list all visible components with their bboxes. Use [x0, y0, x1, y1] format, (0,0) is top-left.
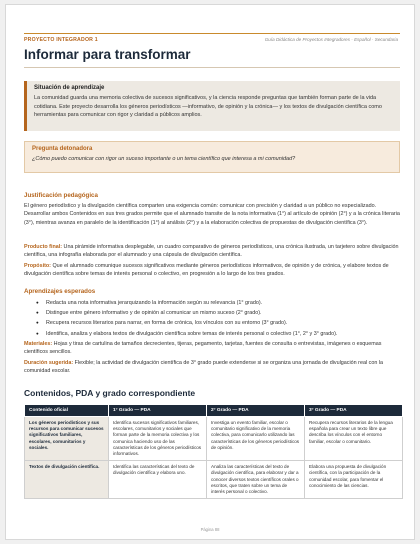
question-text: ¿Cómo puedo comunicar con rigor un suceso importante o un tema científico que interesa a mi comunidad?	[32, 156, 296, 162]
final-product-paragraph	[24, 243, 400, 260]
list-item: ● Distingue entre género informativo y de opinión al comunicar un mismo suceso (2° grado).	[38, 308, 400, 318]
expected-list	[38, 298, 400, 339]
table-cell: Investiga un evento familiar, escolar o comunitario significativo de la memoria colectiva, para comunicarlo utilizando las características de los géneros periodísticos de opinión.	[207, 417, 305, 461]
table-cell: Identifica sucesos significativos familiares, escolares, comunitarios y sociales que forman parte de la memoria colectiva y los comunica haciendo uso de las características de los géneros periodísticos informativos.	[109, 417, 207, 461]
table-cell: Analiza las características del texto de divulgación científica, para elaborar y dar a conocer diversos textos científicos orales o escritos, que traten sobre un tema de interés personal o colectivo.	[207, 461, 305, 499]
table-row	[25, 417, 403, 461]
table-header-row	[25, 405, 403, 417]
final-product-text: Una pirámide informativa desplegable, un cuadro comparativo de géneros periodísticos, una crónica ilustrada, un tarjetero sobre divulgación científica, una infografía elaborada por el alumnado y una cápsula de divulgación científica.	[24, 244, 399, 259]
list-item: ● Identifica, analiza y elabora textos de divulgación científica sobre temas de interés personal o colectivo (1°, 2° y 3° grado).	[38, 329, 400, 339]
purpose-text: Que el alumnado comunique sucesos significativos mediante géneros periodísticos informativos, de opinión y de crónica, y elabore textos de divulgación científica sobre temas de interés personal o colectivo, en progresión a lo largo de los tres grados.	[24, 263, 389, 278]
column-header: 2° Grado — PDA	[207, 405, 305, 417]
duration-text: Flexible; la actividad de divulgación científica de 3° grado puede extenderse si se organiza una jornada de divulgación real con la comunidad escolar.	[24, 360, 384, 375]
column-header: Contenido oficial	[25, 405, 109, 417]
duration-paragraph	[24, 359, 400, 376]
justification-text: El género periodístico y la divulgación científica comparten una exigencia común: comunicar con precisión y claridad a un público no especializado. Desarrollar ambos Contenidos en sus tres grados permite que el alumnado transite de la nota informativa (1°) al artículo de opinión (2°) y a la crónica literaria (3°), mientras avanza en paralelo de la identificación (1°) al análisis (2°) y a la elaboración colectiva de propuestas de divulgación científica (3°).	[24, 203, 400, 226]
project-label: PROYECTO INTEGRADOR 1	[24, 37, 98, 43]
table-cell: Recupera recursos literarios de la lengua española para crear un texto libre que describa los vínculos con el entorno familiar, escolar o comunitario.	[305, 417, 403, 461]
guide-label: Guía Didáctica de Proyectos Integradores · Español · Secundaria	[264, 37, 398, 42]
justification-heading: Justificación pedagógica	[24, 192, 98, 199]
page-title: Informar para transformar	[24, 47, 191, 62]
final-product-label: Producto final:	[24, 244, 63, 250]
question-heading: Pregunta detonadora	[32, 146, 93, 152]
list-item: ● Recupera recursos literarios para narrar, en forma de crónica, los vínculos con su entorno (3° grado).	[38, 318, 400, 328]
page-number: Página 88	[200, 527, 220, 532]
situation-text: La comunidad guarda una memoria colectiva de sucesos significativos, y la ciencia responde preguntas que también forman parte de la vida cotidiana. Este proyecto desarrolla los géneros periodísticos —informativo, de opinión y la crónica— y los textos de divulgación científica como herramientas para comunicar con rigor y claridad a públicos amplios.	[34, 95, 382, 119]
materials-label: Materiales:	[24, 341, 53, 347]
contents-heading: Contenidos, PDA y grado correspondiente	[24, 388, 196, 398]
header-divider	[24, 33, 400, 34]
title-divider	[24, 67, 400, 68]
materials-text: Hojas y tiras de cartulina de tamaños decrecientes, tijeras, pegamento, tarjetas, fuentes de consulta o entrevistas, imágenes o esquemas científicos sencillos.	[24, 341, 382, 356]
column-header: 3° Grado — PDA	[305, 405, 403, 417]
situation-box	[24, 81, 400, 131]
contents-table	[24, 404, 403, 499]
purpose-paragraph	[24, 262, 400, 279]
question-box	[24, 141, 400, 173]
expected-heading: Aprendizajes esperados	[24, 288, 96, 295]
purpose-label: Propósito:	[24, 263, 51, 269]
table-cell: Identifica las características del texto de divulgación científica y elabora uno.	[109, 461, 207, 499]
document-page	[5, 4, 415, 540]
table-cell: Textos de divulgación científica.	[25, 461, 109, 499]
duration-label: Duración sugerida:	[24, 360, 74, 366]
situation-heading: Situación de aprendizaje	[34, 85, 105, 91]
column-header: 1° Grado — PDA	[109, 405, 207, 417]
list-item: ● Redacta una nota informativa jerarquizando la información según su relevancia (1° grado).	[38, 298, 400, 308]
materials-paragraph	[24, 340, 400, 357]
table-cell: Elabora una propuesta de divulgación científica, con la participación de la comunidad escolar, para fomentar el conocimiento de las ciencias.	[305, 461, 403, 499]
table-row	[25, 461, 403, 499]
table-cell: Los géneros periodísticos y sus recursos para comunicar sucesos significativos familiares, escolares, comunitarios y sociales.	[25, 417, 109, 461]
